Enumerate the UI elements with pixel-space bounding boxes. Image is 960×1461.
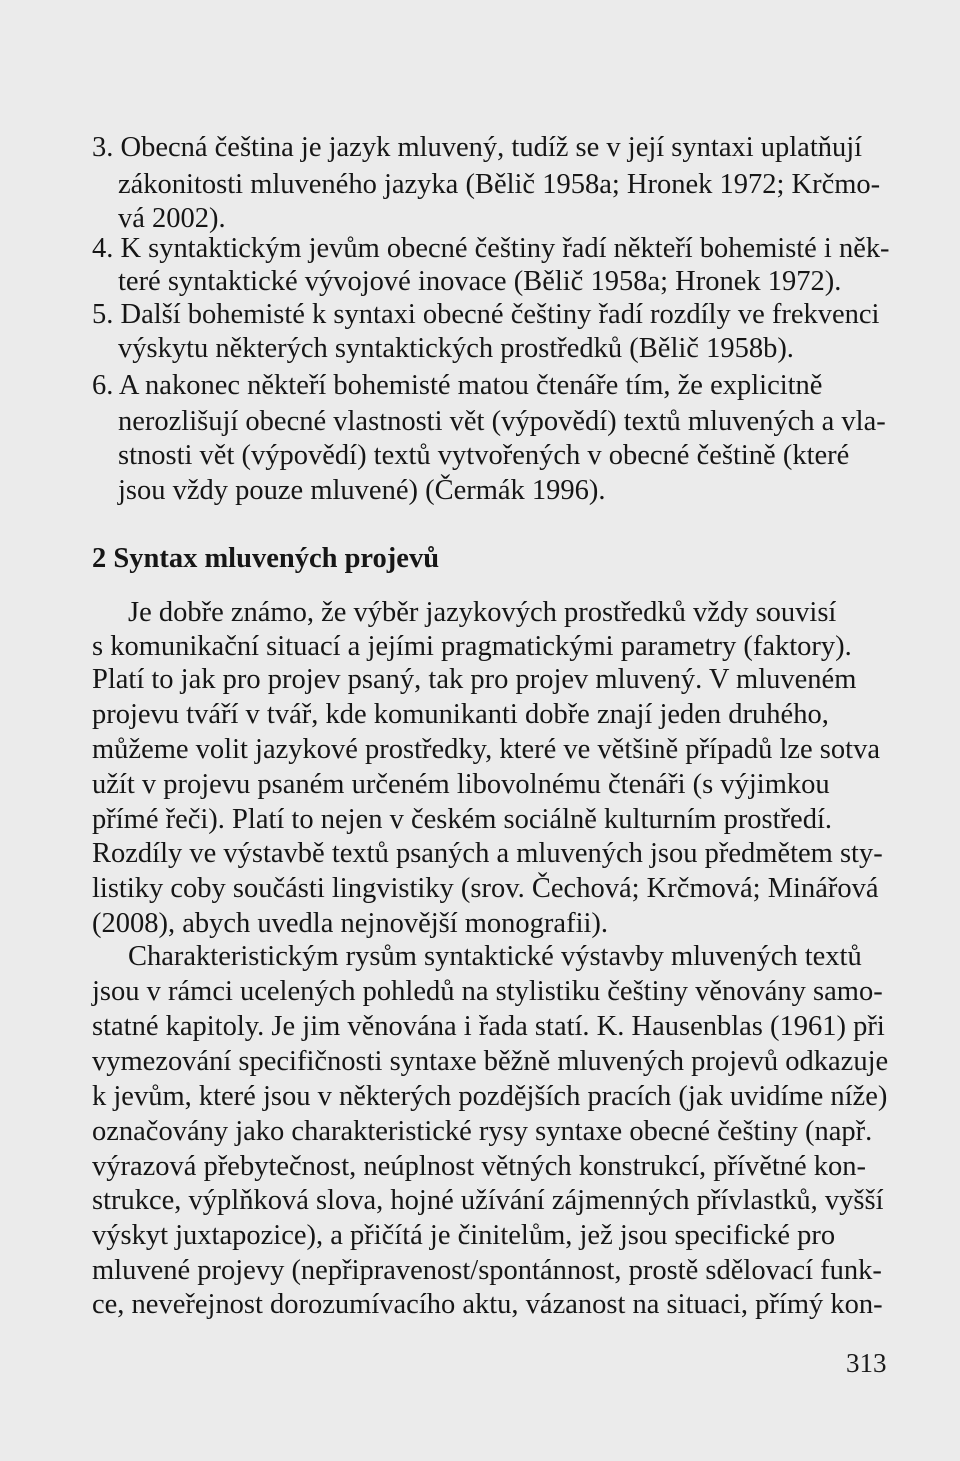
paragraph-1-line-1: Je dobře známo, že výběr jazykových prostředků vždy souvisí (128, 597, 837, 628)
paragraph-1-line-6: užít v projevu psaném určeném libovolnému čtenáři (s výjimkou (92, 769, 830, 800)
paragraph-2-line-11: ce, neveřejnost dorozumívacího aktu, vázanost na situaci, přímý kon- (92, 1289, 883, 1320)
list-item-3-line-3: vá 2002). (118, 203, 226, 234)
paragraph-1-line-3: Platí to jak pro projev psaný, tak pro projev mluvený. V mluveném (92, 664, 857, 695)
paragraph-2-line-3: statné kapitoly. Je jim věnována i řada statí. K. Hausenblas (1961) při (92, 1011, 885, 1042)
paragraph-2-line-5: k jevům, které jsou v některých pozdějších pracích (jak uvidíme níže) (92, 1081, 888, 1112)
paragraph-2-line-8: strukce, výplňková slova, hojné užívání zájmenných přívlastků, vyšší (92, 1185, 884, 1216)
paragraph-2-line-9: výskyt juxtapozice), a přičítá je činitelům, jež jsou specifické pro (92, 1220, 836, 1251)
paragraph-1-line-4: projevu tváří v tvář, kde komunikanti dobře znají jeden druhého, (92, 699, 829, 730)
paragraph-2-line-2: jsou v rámci ucelených pohledů na stylistiku češtiny věnovány samo- (92, 976, 883, 1007)
list-item-6-line-2: nerozlišují obecné vlastnosti vět (výpovědí) textů mluvených a vla- (118, 406, 886, 437)
paragraph-1-line-5: můžeme volit jazykové prostředky, které ve většině případů lze sotva (92, 734, 880, 765)
paragraph-1-line-9: listiky coby součásti lingvistiky (srov. Čechová; Krčmová; Minářová (92, 873, 879, 904)
paragraph-1-line-7: přímé řeči). Platí to nejen v českém sociálně kulturním prostředí. (92, 804, 832, 835)
list-item-4-line-2: teré syntaktické vývojové inovace (Bělič 1958a; Hronek 1972). (118, 266, 842, 297)
list-item-6-line-4: jsou vždy pouze mluvené) (Čermák 1996). (118, 475, 606, 506)
list-item-6-line-3: stnosti vět (výpovědí) textů vytvořených v obecné češtině (které (118, 440, 850, 471)
paragraph-2-line-4: vymezování specifičnosti syntaxe běžně mluvených projevů odkazuje (92, 1046, 889, 1077)
paragraph-2-line-7: výrazová přebytečnost, neúplnost větných konstrukcí, přívětné kon- (92, 1151, 867, 1182)
paragraph-1-line-8: Rozdíly ve výstavbě textů psaných a mluvených jsou předmětem sty- (92, 838, 883, 869)
list-item-3-line-1: 3. Obecná čeština je jazyk mluvený, tudíž se v její syntaxi uplatňují (92, 132, 863, 163)
paragraph-2-line-6: označovány jako charakteristické rysy syntaxe obecné češtiny (např. (92, 1116, 873, 1147)
paragraph-1-line-10: (2008), abych uvedla nejnovější monografii). (92, 908, 609, 939)
list-item-5-line-2: výskytu některých syntaktických prostředků (Bělič 1958b). (118, 333, 794, 364)
page-number: 313 (846, 1348, 887, 1378)
list-item-6-line-1: 6. A nakonec někteří bohemisté matou čtenáře tím, že explicitně (92, 370, 823, 401)
section-heading: 2 Syntax mluvených projevů (92, 543, 440, 574)
paragraph-2-line-10: mluvené projevy (nepřipravenost/spontánnost, prostě sdělovací funk- (92, 1255, 882, 1286)
list-item-4-line-1: 4. K syntaktickým jevům obecné češtiny řadí někteří bohemisté i něk- (92, 233, 890, 264)
list-item-5-line-1: 5. Další bohemisté k syntaxi obecné češtiny řadí rozdíly ve frekvenci (92, 299, 880, 330)
list-item-3-line-2: zákonitosti mluveného jazyka (Bělič 1958a; Hronek 1972; Krčmo- (118, 169, 881, 200)
paragraph-2-line-1: Charakteristickým rysům syntaktické výstavby mluvených textů (128, 941, 862, 972)
paragraph-1-line-2: s komunikační situací a jejími pragmatickými parametry (faktory). (92, 631, 852, 662)
